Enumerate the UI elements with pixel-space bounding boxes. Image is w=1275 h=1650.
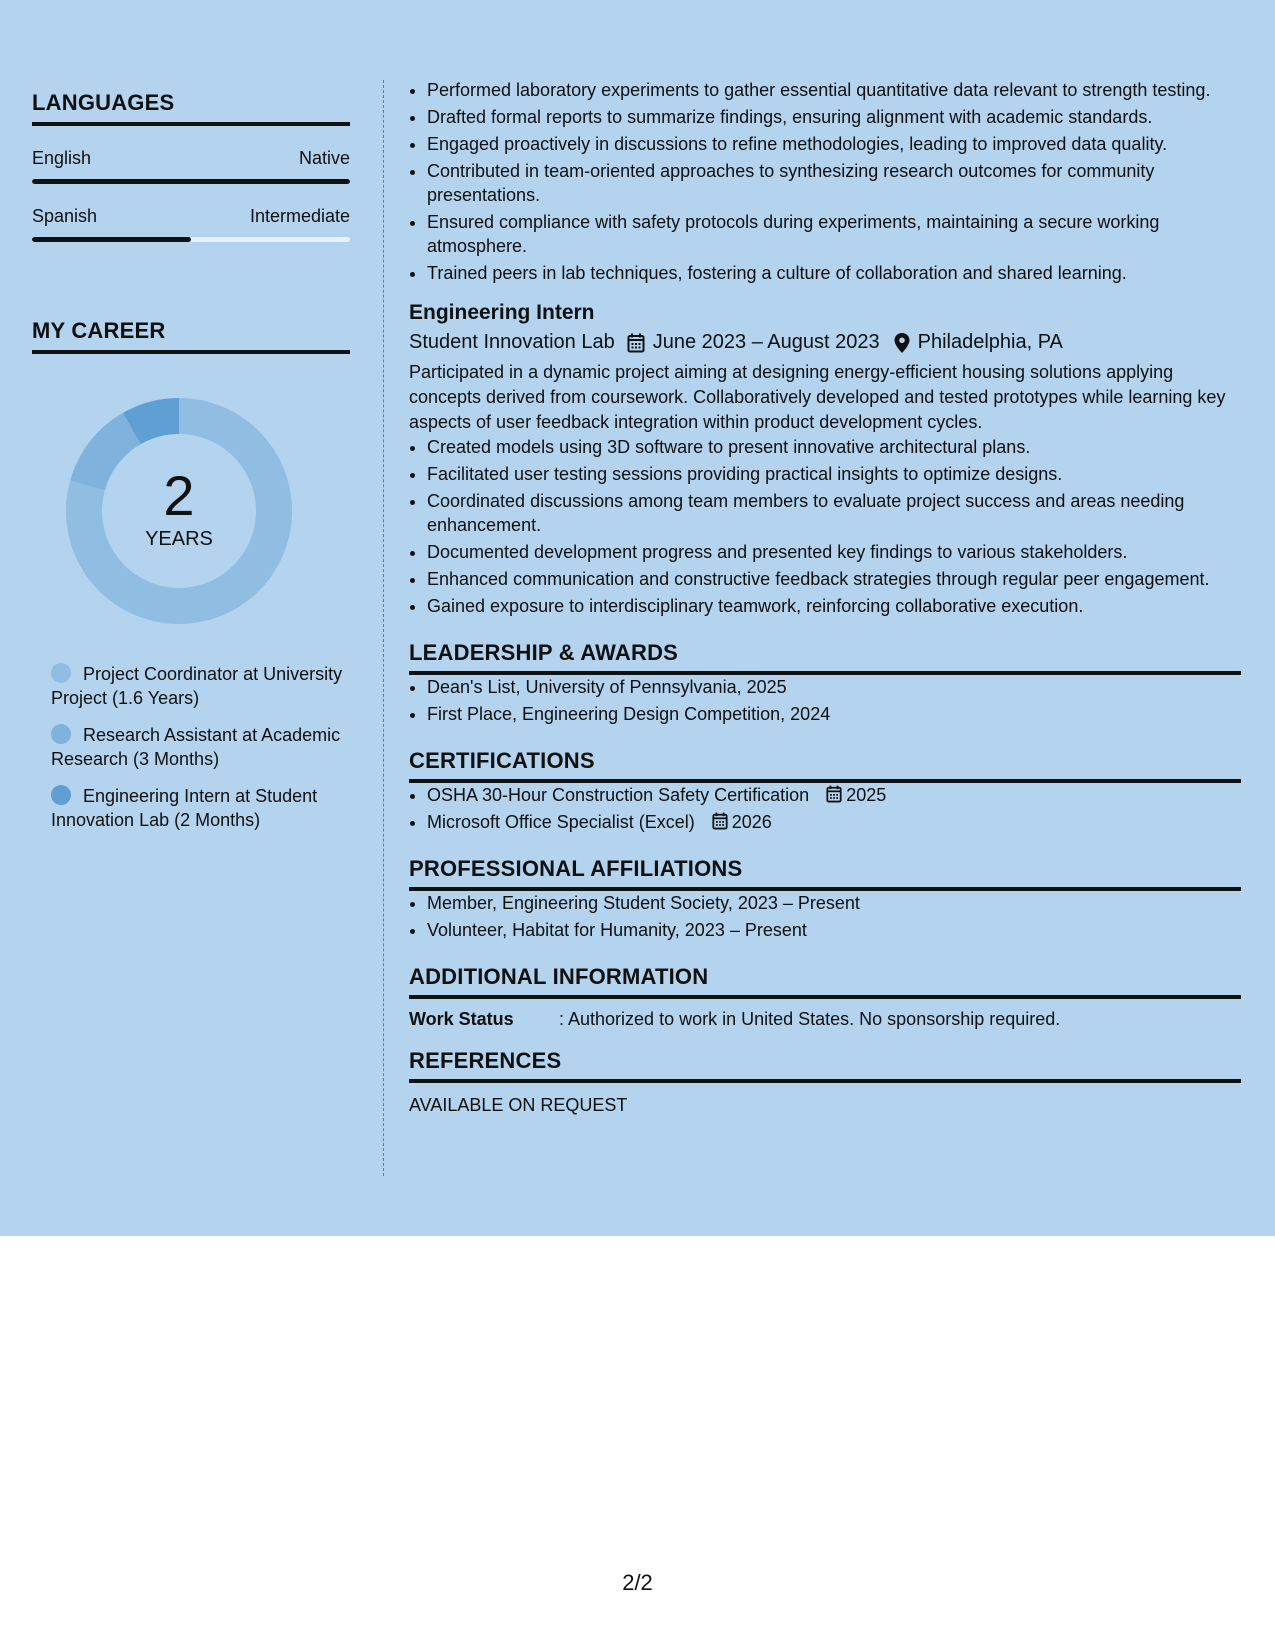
legend-label: Research Assistant at Academic Research (3 Months) (51, 725, 341, 769)
list-item: • Documented development progress and presented key findings to various stakeholders. (427, 540, 1241, 564)
list-item: • Created models using 3D software to present innovative architectural plans. (427, 435, 1241, 459)
language-name: Spanish (32, 206, 98, 226)
references-text: AVAILABLE ON REQUEST (409, 1095, 628, 1115)
cert-year: 2025 (846, 785, 887, 805)
job-location: Philadelphia, PA (917, 331, 1063, 353)
work-status-label: Work Status (409, 1009, 514, 1029)
list-item: • Gained exposure to interdisciplinary teamwork, reinforcing collaborative execution. (427, 594, 1241, 618)
language-proficiency-fill (32, 179, 350, 184)
sidebar (32, 90, 350, 845)
leadership-list (409, 675, 1241, 726)
list-item: • Facilitated user testing sessions providing practical insights to optimize designs. (427, 462, 1241, 486)
language-item (32, 148, 350, 184)
list-item: • First Place, Engineering Design Competition, 2024 (427, 702, 1241, 726)
language-item (32, 206, 350, 242)
language-name: English (32, 148, 92, 168)
job-meta (409, 331, 1241, 354)
language-proficiency-bar (32, 179, 350, 184)
list-item (427, 810, 1241, 834)
list-item: • Dean's List, University of Pennsylvania, 2025 (427, 675, 1241, 699)
job-dates: June 2023 – August 2023 (652, 331, 880, 353)
work-status-row (409, 1009, 1241, 1030)
languages-heading: LANGUAGES (32, 90, 350, 126)
language-level: Intermediate (249, 206, 350, 226)
cert-name: OSHA 30-Hour Construction Safety Certification (427, 785, 810, 805)
calendar-icon (826, 785, 842, 803)
legend-dot (51, 663, 71, 683)
list-item: • Drafted formal reports to summarize findings, ensuring alignment with academic standards. (427, 105, 1241, 129)
legend-item (51, 662, 350, 710)
list-item: • Member, Engineering Student Society, 2023 – Present (427, 891, 1241, 915)
cert-name: Microsoft Office Specialist (Excel) (427, 812, 695, 832)
legend-item (51, 723, 350, 771)
list-item: • Contributed in team-oriented approaches to synthesizing research outcomes for community presentations. (427, 159, 1241, 207)
donut-center (66, 398, 292, 624)
page-number: 2/2 (622, 1570, 653, 1595)
career-heading: MY CAREER (32, 318, 350, 354)
intern-job-bullets (409, 435, 1241, 618)
list-item: • Enhanced communication and constructive feedback strategies through regular peer engagement. (427, 567, 1241, 591)
legend-dot (51, 785, 71, 805)
certifications-heading: CERTIFICATIONS (409, 748, 1241, 783)
legend-dot (51, 724, 71, 744)
column-divider (383, 80, 384, 1176)
list-item (427, 783, 1241, 807)
list-item: • Performed laboratory experiments to gather essential quantitative data relevant to strength testing. (427, 78, 1241, 102)
legend-label: Project Coordinator at University Project (1.6 Years) (51, 664, 343, 708)
list-item: • Coordinated discussions among team members to evaluate project success and areas needing enhancement. (427, 489, 1241, 537)
list-item: • Volunteer, Habitat for Humanity, 2023 – Present (427, 918, 1241, 942)
location-pin-icon (894, 333, 910, 353)
legend-item (51, 784, 350, 832)
work-status-value: : Authorized to work in United States. No sponsorship required. (559, 1009, 1061, 1029)
job-company: Student Innovation Lab (409, 331, 615, 353)
references-heading: REFERENCES (409, 1048, 1241, 1083)
legend-label: Engineering Intern at Student Innovation Lab (2 Months) (51, 786, 318, 830)
calendar-icon (712, 812, 728, 830)
career-total-number: 2 (163, 463, 195, 527)
career-total-unit: YEARS (145, 527, 213, 550)
calendar-icon (627, 333, 645, 353)
list-item: • Trained peers in lab techniques, fostering a culture of collaboration and shared learning. (427, 261, 1241, 285)
language-level: Native (298, 148, 350, 168)
job-description: Participated in a dynamic project aiming at designing energy-efficient housing solutions applying concepts derived from coursework. Collaboratively developed and tested prototypes while learning key aspects of user feedback integration within product development cycles. (409, 362, 1226, 432)
list-item: • Engaged proactively in discussions to refine methodologies, leading to improved data quality. (427, 132, 1241, 156)
affiliations-list (409, 891, 1241, 942)
language-proficiency-bar (32, 237, 350, 242)
prev-job-bullets (409, 78, 1241, 285)
affiliations-heading: PROFESSIONAL AFFILIATIONS (409, 856, 1241, 891)
leadership-heading: LEADERSHIP & AWARDS (409, 640, 1241, 675)
main-content (409, 78, 1241, 1116)
career-legend (51, 662, 350, 832)
certifications-list (409, 783, 1241, 834)
job-title: Engineering Intern (409, 301, 595, 324)
career-donut-chart (66, 398, 292, 624)
cert-year: 2026 (731, 812, 772, 832)
additional-info-heading: ADDITIONAL INFORMATION (409, 964, 1241, 999)
language-proficiency-fill (32, 237, 191, 242)
list-item: • Ensured compliance with safety protocols during experiments, maintaining a secure working atmosphere. (427, 210, 1241, 258)
